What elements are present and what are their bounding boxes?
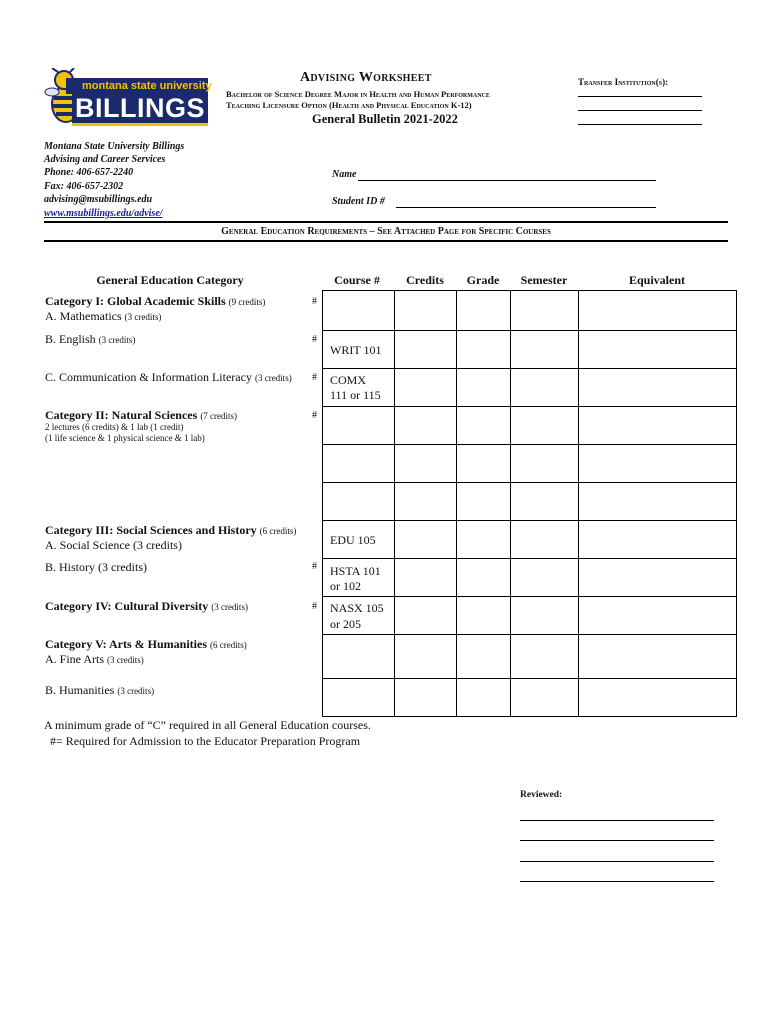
table-cell-grade[interactable]: [456, 290, 511, 331]
table-cell-credits[interactable]: [394, 290, 457, 331]
table-cell-semester[interactable]: [510, 290, 579, 331]
contact-phone: Phone: 406-657-2240: [44, 167, 134, 178]
cat2-lectures: 2 lectures (6 credits) & 1 lab (1 credit): [45, 422, 184, 432]
worksheet-title: Advising Worksheet: [300, 70, 432, 85]
reviewed-line-3[interactable]: [520, 861, 714, 862]
table-cell-equivalent[interactable]: [578, 634, 737, 679]
reviewed-line-4[interactable]: [520, 881, 714, 882]
admission-required-mark: #: [312, 410, 317, 421]
table-cell-grade[interactable]: [456, 444, 511, 483]
header-category: General Education Category: [96, 273, 244, 287]
table-cell-equivalent[interactable]: [578, 678, 737, 717]
table-cell-grade[interactable]: [456, 330, 511, 369]
cat1-title: Category I: Global Academic Skills (9 credits): [45, 294, 266, 308]
transfer-institution-label: Transfer Institution(s):: [578, 77, 669, 87]
table-cell-course[interactable]: [322, 406, 395, 445]
table-cell-semester[interactable]: [510, 330, 579, 369]
table-cell-credits[interactable]: [394, 596, 457, 635]
header-semester: Semester: [520, 273, 568, 287]
table-cell-equivalent[interactable]: [578, 406, 737, 445]
table-cell-semester[interactable]: [510, 634, 579, 679]
section-rule-top: [44, 221, 728, 223]
table-cell-equivalent[interactable]: [578, 558, 737, 597]
table-cell-course[interactable]: [322, 290, 395, 331]
table-cell-equivalent[interactable]: [578, 330, 737, 369]
admission-required-mark: #: [312, 601, 317, 612]
admission-note: #= Required for Admission to the Educator Preparation Program: [50, 734, 361, 748]
cat1-communication: C. Communication & Information Literacy (3 credits): [45, 370, 292, 384]
table-cell-equivalent[interactable]: [578, 290, 737, 331]
contact-email[interactable]: advising@msubillings.edu: [44, 194, 153, 205]
table-cell-credits[interactable]: [394, 678, 457, 717]
course-comm-line1: COMX: [330, 373, 367, 387]
course-diversity-line1: NASX 105: [330, 601, 384, 615]
cat1-math: A. Mathematics (3 credits): [45, 309, 162, 323]
table-cell-grade[interactable]: [456, 406, 511, 445]
cat5-humanities: B. Humanities (3 credits): [45, 683, 155, 697]
table-cell-credits[interactable]: [394, 558, 457, 597]
course-comm-line2: 111 or 115: [330, 388, 381, 402]
table-cell-credits[interactable]: [394, 482, 457, 521]
table-cell-course[interactable]: [322, 444, 395, 483]
table-cell-grade[interactable]: [456, 634, 511, 679]
header-equivalent: Equivalent: [628, 273, 685, 287]
table-cell-course[interactable]: [322, 634, 395, 679]
table-cell-credits[interactable]: [394, 368, 457, 407]
student-id-field[interactable]: [396, 207, 656, 208]
table-cell-semester[interactable]: [510, 368, 579, 407]
table-cell-semester[interactable]: [510, 444, 579, 483]
admission-required-mark: #: [312, 334, 317, 345]
table-cell-semester[interactable]: [510, 678, 579, 717]
cat3-history: B. History (3 credits): [45, 560, 147, 574]
table-cell-grade[interactable]: [456, 596, 511, 635]
table-cell-grade[interactable]: [456, 368, 511, 407]
gen-ed-section-title: General Education Requirements – See Attached Page for Specific Courses: [221, 226, 551, 237]
table-cell-course[interactable]: [322, 678, 395, 717]
cat1-english: B. English (3 credits): [45, 332, 136, 346]
table-cell-semester[interactable]: [510, 596, 579, 635]
table-cell-credits[interactable]: [394, 444, 457, 483]
course-diversity-line2: or 205: [330, 617, 361, 631]
cat2-title: Category II: Natural Sciences (7 credits): [45, 408, 238, 422]
logo-billings-text: BILLINGS: [72, 93, 208, 126]
contact-fax: Fax: 406-657-2302: [44, 181, 124, 192]
degree-subtitle: Bachelor of Science Degree Major in Health and Human Performance: [226, 89, 490, 99]
reviewed-line-1[interactable]: [520, 820, 714, 821]
contact-website-link[interactable]: www.msubillings.edu/advise/: [44, 208, 163, 219]
table-cell-equivalent[interactable]: [578, 368, 737, 407]
table-cell-credits[interactable]: [394, 520, 457, 559]
cat3-social-science: A. Social Science (3 credits): [45, 538, 182, 552]
cat4-title: Category IV: Cultural Diversity (3 credits): [45, 599, 248, 613]
table-cell-equivalent[interactable]: [578, 482, 737, 521]
table-cell-grade[interactable]: [456, 558, 511, 597]
table-cell-credits[interactable]: [394, 406, 457, 445]
transfer-line-3[interactable]: [578, 124, 702, 125]
section-rule-bottom: [44, 240, 728, 242]
minimum-grade-note: A minimum grade of “C” required in all General Education courses.: [44, 718, 371, 732]
admission-required-mark: #: [312, 372, 317, 383]
course-history-line2: or 102: [330, 579, 361, 593]
option-subtitle: Teaching Licensure Option (Health and Physical Education K-12): [226, 100, 472, 110]
table-cell-semester[interactable]: [510, 520, 579, 559]
bulletin-year: General Bulletin 2021-2022: [312, 112, 458, 126]
table-cell-semester[interactable]: [510, 558, 579, 597]
reviewed-label: Reviewed:: [520, 790, 563, 800]
name-field[interactable]: [358, 180, 656, 181]
cat2-science-note: (1 life science & 1 physical science & 1 lab): [45, 433, 205, 443]
transfer-line-2[interactable]: [578, 110, 702, 111]
transfer-line-1[interactable]: [578, 96, 702, 97]
header-grade: Grade: [466, 273, 500, 287]
course-english: WRIT 101: [330, 343, 382, 357]
header-credits: Credits: [406, 273, 444, 287]
msub-logo: [44, 68, 212, 126]
header-course: Course #: [334, 273, 380, 287]
cat5-title: Category V: Arts & Humanities (6 credits): [45, 637, 247, 651]
table-cell-grade[interactable]: [456, 482, 511, 521]
table-cell-semester[interactable]: [510, 482, 579, 521]
admission-required-mark: #: [312, 296, 317, 307]
table-cell-equivalent[interactable]: [578, 444, 737, 483]
course-social: EDU 105: [330, 533, 376, 547]
logo-university-text: montana state university: [66, 78, 208, 94]
table-cell-equivalent[interactable]: [578, 596, 737, 635]
table-cell-grade[interactable]: [456, 520, 511, 559]
course-history-line1: HSTA 101: [330, 564, 381, 578]
cat3-title: Category III: Social Sciences and History (6 credits): [45, 523, 297, 537]
table-cell-equivalent[interactable]: [578, 520, 737, 559]
table-cell-course[interactable]: [322, 482, 395, 521]
student-id-label: Student ID #: [332, 196, 385, 207]
table-cell-credits[interactable]: [394, 330, 457, 369]
cat5-fine-arts: A. Fine Arts (3 credits): [45, 652, 144, 666]
table-cell-grade[interactable]: [456, 678, 511, 717]
reviewed-line-2[interactable]: [520, 840, 714, 841]
contact-org: Montana State University Billings: [44, 141, 185, 152]
admission-required-mark: #: [312, 561, 317, 572]
contact-dept: Advising and Career Services: [44, 154, 166, 165]
table-cell-semester[interactable]: [510, 406, 579, 445]
table-cell-credits[interactable]: [394, 634, 457, 679]
name-label: Name: [332, 169, 357, 180]
